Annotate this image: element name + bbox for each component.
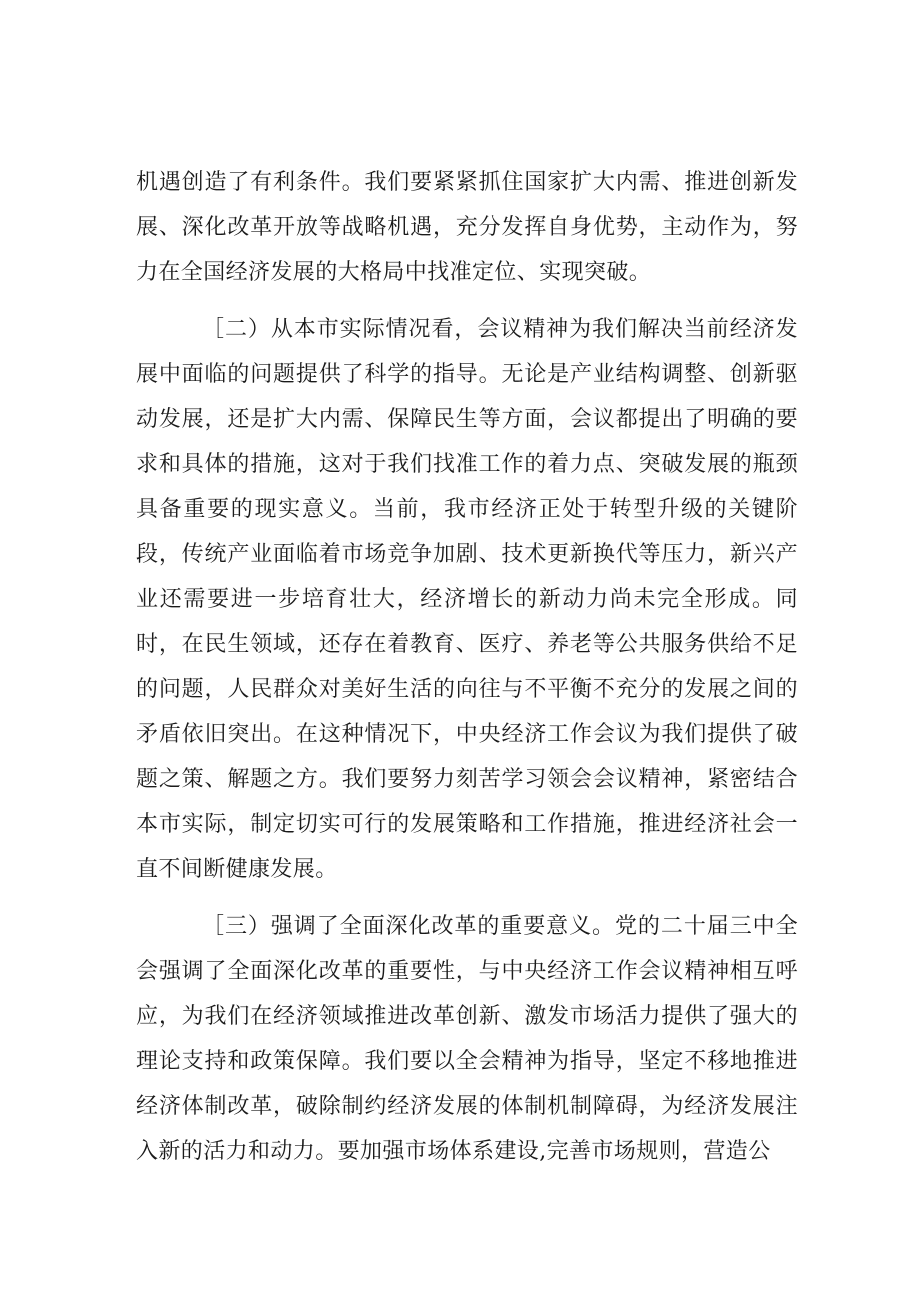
paragraph-section-2: ［二）从本市实际情况看，会议精神为我们解决当前经济发展中面临的问题提供了科学的指导。无论是产业结构调整、创新驱动发展，还是扩大内需、保障民生等方面，会议都提出了明确的要求和具体的措施，这对于我们找准工作的着力点、突破发展的瓶颈具备重要的现实意义。当前，我市经济正处于转型升级的关键阶段，传统产业面临着市场竞争加剧、技术更新换代等压力，新兴产业还需要进一步培育壮大，经济增长的新动力尚未完全形成。同时，在民生领域，还存在着教育、医疗、养老等公共服务供给不足的问题，人民群众对美好生活的向往与不平衡不充分的发展之间的矛盾依旧突出。在这种情况下，中央经济工作会议为我们提供了破题之策、解题之方。我们要努力刻苦学习领会会议精神，紧密结合本市实际，制定切实可行的发展策略和工作措施，推进经济社会一直不间断健康发展。: [136, 317, 798, 882]
paragraph-section-3: ［三）强调了全面深化改革的重要意义。党的二十届三中全会强调了全面深化改革的重要性，与中央经济工作会议精神相互呼应，为我们在经济领域推进改革创新、激发市场活力提供了强大的理论支持和政策保障。我们要以全会精神为指导，坚定不移地推进经济体制改革，破除制约经济发展的体制机制障碍，为经济发展注入新的活力和动力。要加强市场体系建设,完善市场规则，营造公: [136, 914, 798, 1164]
paragraph-continuation: 机遇创造了有利条件。我们要紧紧抓住国家扩大内需、推进创新发展、深化改革开放等战略机遇，充分发挥自身优势，主动作为，努力在全国经济发展的大格局中找准定位、实现突破。: [136, 170, 798, 285]
document-body: [136, 160, 798, 1186]
